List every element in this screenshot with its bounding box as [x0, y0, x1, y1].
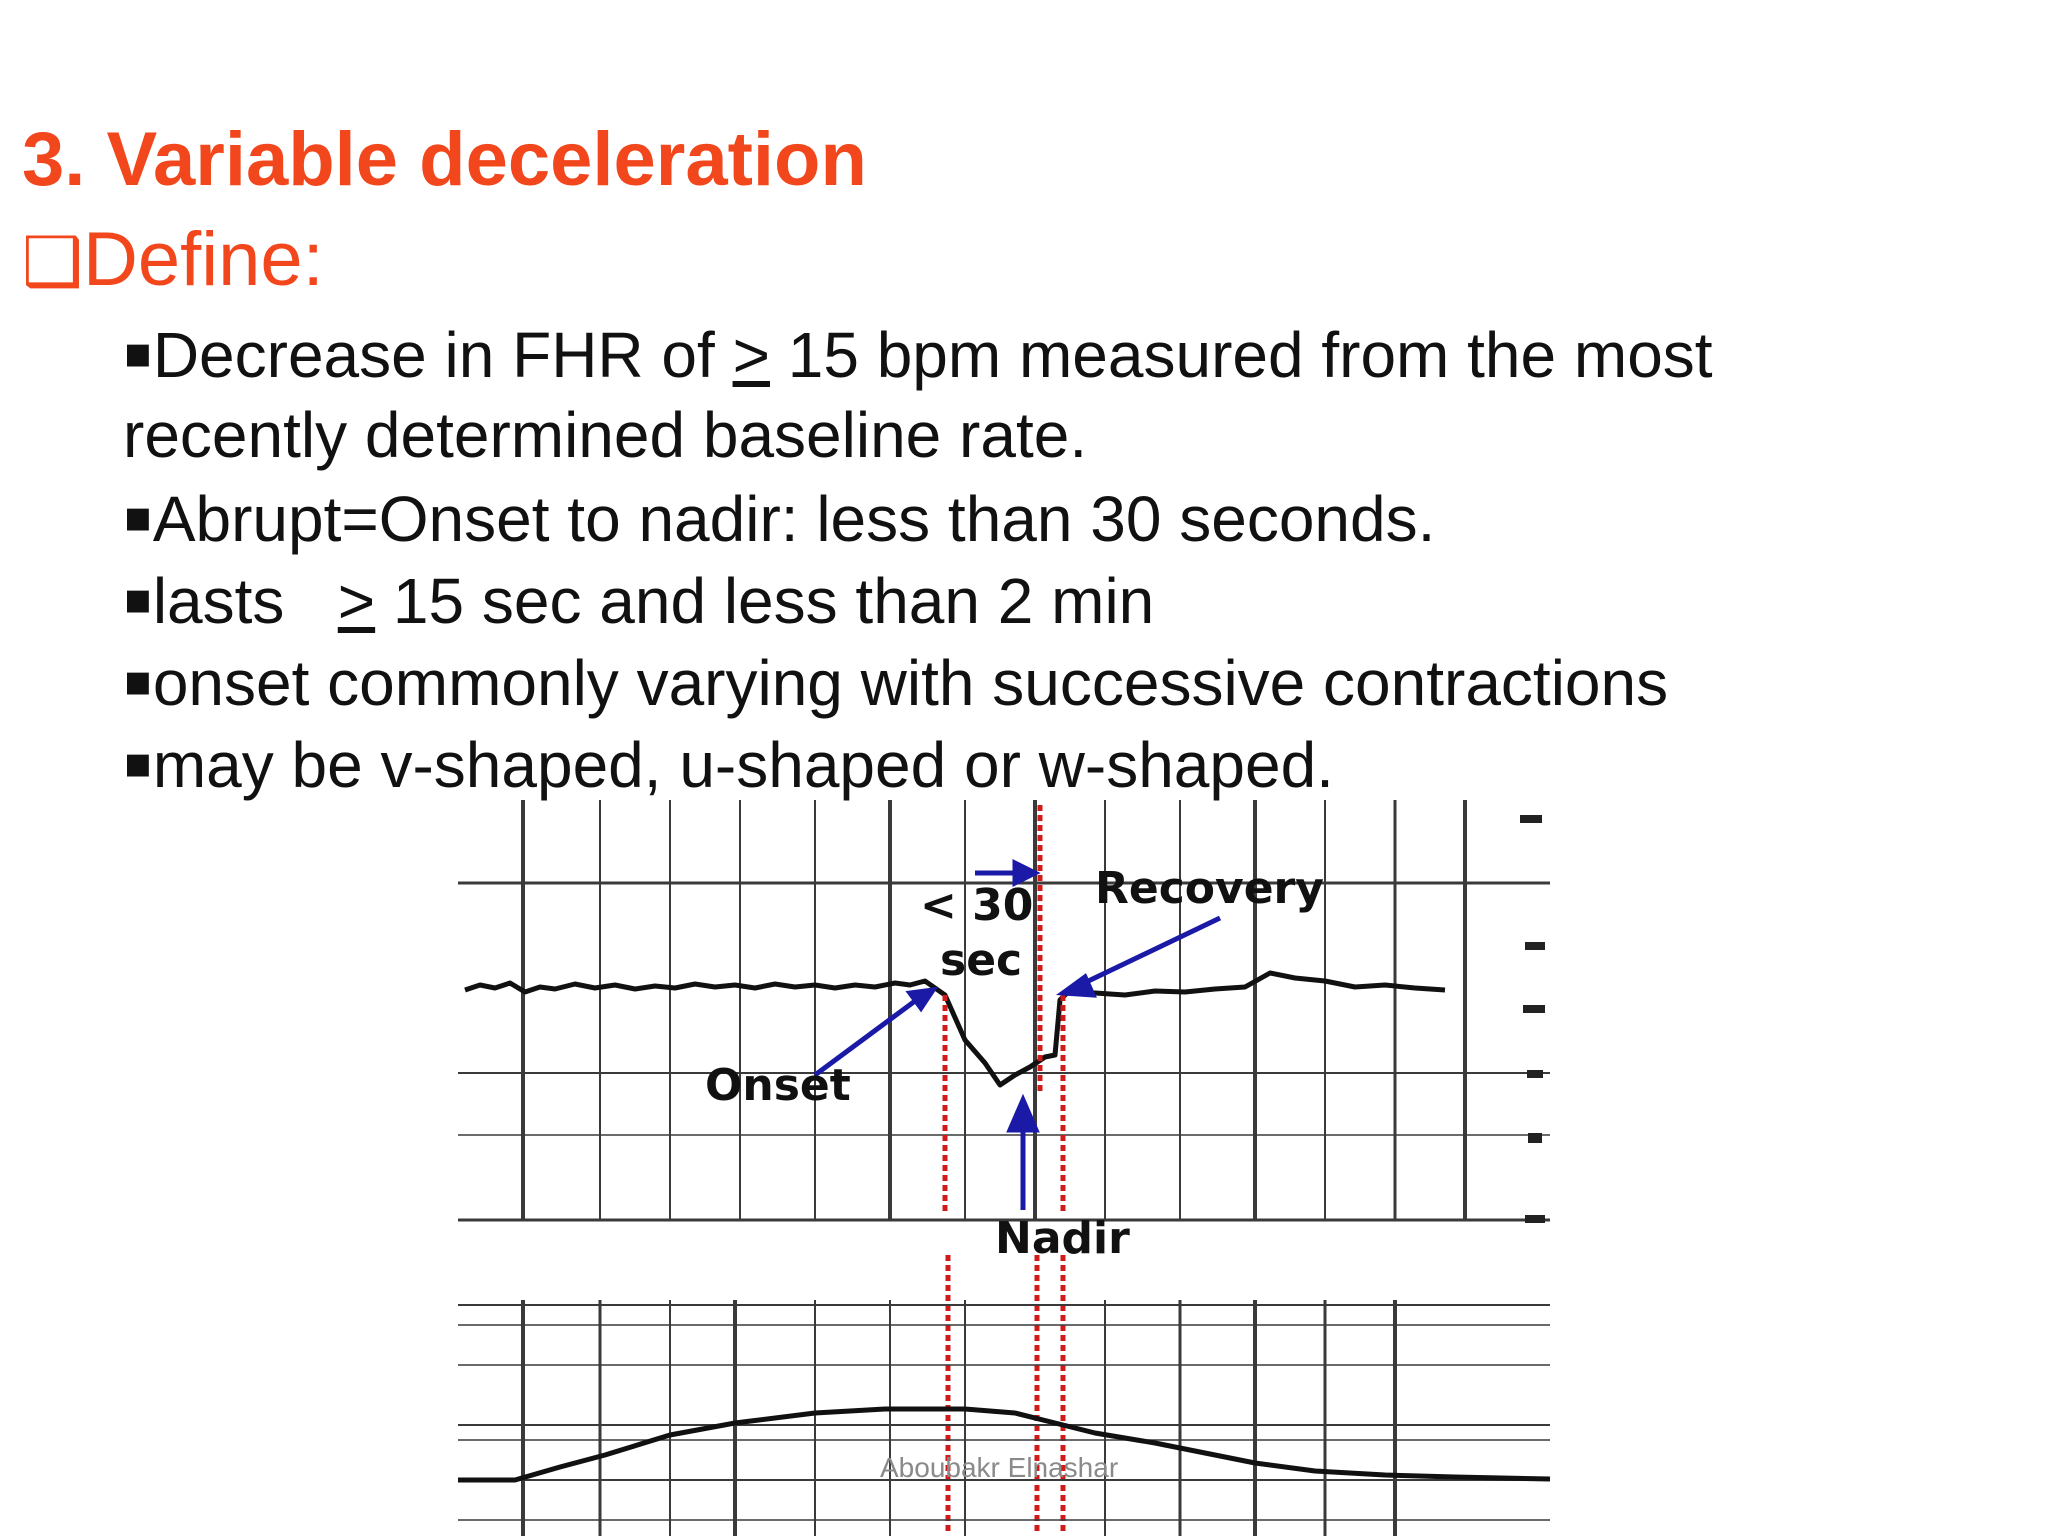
duration-label-line2: sec	[940, 935, 1023, 986]
ctg-tracing	[455, 795, 1555, 1536]
greater-equal-symbol: >	[337, 565, 376, 637]
square-bullet-icon: ▪	[123, 327, 153, 378]
bullet-item-4	[123, 640, 2023, 722]
scale-marks	[1520, 815, 1545, 1223]
checkbox-bullet-icon: ❑	[22, 223, 83, 302]
bullet-item-3	[123, 558, 2023, 640]
definition-list	[123, 312, 2023, 804]
bullet-text-after: 15 sec and less than 2 min	[375, 565, 1155, 637]
fhr-trace-line	[465, 973, 1445, 1085]
fhr-grid	[458, 800, 1550, 1220]
nadir-label: Nadir	[995, 1213, 1130, 1264]
onset-label: Onset	[705, 1060, 851, 1111]
bullet-text: may be v-shaped, u-shaped or w-shaped.	[152, 729, 1334, 801]
bullet-item-2	[123, 476, 2023, 558]
slide-title: 3. Variable deceleration	[22, 117, 867, 202]
section-label: Define:	[82, 217, 324, 302]
bullet-item-1	[123, 312, 2023, 394]
duration-label-line1: < 30	[920, 880, 1034, 931]
bullet-text: onset commonly varying with successive contractions	[152, 647, 1669, 719]
author-credit: Aboubakr Elnashar	[880, 1452, 1119, 1483]
bullet-item-1-continuation: recently determined baseline rate.	[123, 399, 1088, 471]
uterine-activity-grid	[458, 1300, 1550, 1536]
square-bullet-icon: ▪	[123, 737, 153, 788]
bullet-item-5	[123, 722, 2023, 804]
bullet-text-after: 15 bpm measured from the most	[769, 319, 1713, 391]
greater-equal-symbol: >	[732, 319, 770, 391]
bullet-text: Abrupt=Onset to nadir: less than 30 seconds.	[152, 483, 1436, 555]
square-bullet-icon: ▪	[123, 573, 153, 624]
square-bullet-icon: ▪	[123, 491, 153, 542]
square-bullet-icon: ▪	[123, 655, 153, 706]
section-heading	[22, 217, 324, 302]
bullet-text-before: lasts	[152, 565, 338, 637]
bullet-text-before: Decrease in FHR of	[152, 319, 733, 391]
recovery-label: Recovery	[1095, 863, 1324, 914]
ctg-deceleration-figure	[455, 795, 1555, 1536]
